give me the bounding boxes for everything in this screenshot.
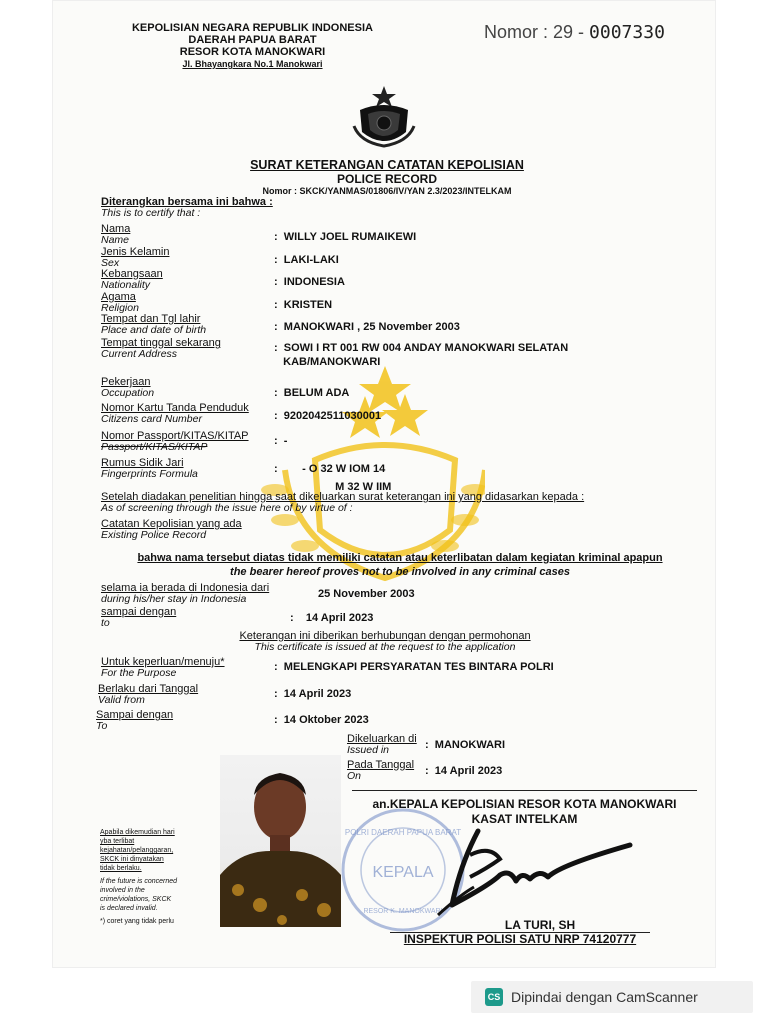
label-id: Tempat dan Tgl lahir [101,313,201,325]
label-en: Occupation [101,387,155,399]
address-value-line1: SOWI I RT 001 RW 004 ANDAY MANOKWARI SELATAN [283,342,569,354]
until-id: sampai dengan [101,606,177,618]
note-id-line: yba terlibat [100,838,135,845]
note-id-line: tidak berlaku. [100,865,142,872]
sex-value: LAKI-LAKI [283,254,339,266]
signatory-title-line1: an.KEPALA KEPOLISIAN RESOR KOTA MANOKWARI [372,797,677,811]
address-value-line2: KAB/MANOKWARI [283,356,381,368]
name-value: WILLY JOEL RUMAIKEWI [283,231,417,243]
field-nationality-value: : INDONESIA [274,276,345,288]
valid-from-label [98,684,198,706]
field-name-label [101,224,130,246]
signatory-name: LA TURI, SH [504,918,576,932]
statement-en: the bearer hereof proves not to be involved in any criminal cases [230,566,570,578]
field-nik-label [101,403,249,425]
label-id: Jenis Kelamin [101,246,170,258]
screening-id: Setelah diadakan penelitian hingga saat dikeluarkan surat keterangan ini yang didasarkan kepada : [101,491,585,503]
label-en: Nationality [101,279,151,291]
label-en: Citizens card Number [101,413,202,425]
label-id: Nomor Kartu Tanda Penduduk [101,402,249,414]
note-en-line: crime/violations, SKCK [100,896,172,903]
label-en: For the Purpose [101,667,177,679]
label-en: Fingerprints Formula [101,468,198,480]
label-id: Nama [101,223,131,235]
field-address-label [101,338,221,360]
issued-in-label [347,734,417,756]
label-id: Rumus Sidik Jari [101,457,184,469]
label-en: Passport/KITAS/KITAP [101,441,208,453]
field-occupation-label [101,377,154,399]
field-occupation-value: : BELUM ADA [274,387,350,399]
label-id: Berlaku dari Tanggal [98,683,199,695]
org-address: Jl. Bhayangkara No.1 Manokwari [182,59,323,69]
police-emblem-icon [350,86,418,150]
note-en-line: is declared invalid. [100,905,158,912]
label-id: Agama [101,291,136,303]
org-line-3: RESOR KOTA MANOKWARI [179,46,326,58]
issued-on-id: Pada Tanggal [347,759,415,771]
field-fingerprint-label [101,458,198,480]
existing-en: Existing Police Record [101,529,207,541]
org-line-1: KEPOLISIAN NEGARA REPUBLIK INDONESIA [131,22,373,34]
existing-id: Catatan Kepolisian yang ada [101,518,242,530]
screening-block [101,492,584,514]
label-en: Place and date of birth [101,324,207,336]
field-birth-label [101,314,206,336]
issued-place: MANOKWARI [434,739,506,751]
document-number [484,22,665,43]
existing-record-block [101,519,242,541]
occupation-value: BELUM ADA [283,387,350,399]
issued-in-id: Dikeluarkan di [347,733,417,745]
field-fingerprint-value: : - O 32 W IOM 14 M 32 W IIM [274,463,392,493]
holder-photo [220,755,341,927]
label-en: Current Address [101,348,178,360]
note-id-line: kejahatan/pelanggaran, [100,847,174,854]
stay-from-value: 25 November 2003 [318,588,415,600]
issued-on-label [347,760,414,782]
purpose-label [101,657,225,679]
signatory-title-line2: KASAT INTELKAM [471,812,578,826]
until-en: to [101,617,110,629]
label-id: Sampai dengan [96,709,174,721]
issued-divider [352,790,697,791]
statement-id: bahwa nama tersebut diatas tidak memiliki catatan atau keterlibatan dalam kegiatan kriminal apapun [137,552,663,564]
issued-on-en: On [347,770,362,782]
field-sex-label [101,247,169,269]
stay-until-value: : 14 April 2023 [290,612,374,624]
fingerprint-line1: - O 32 W IOM 14 [302,463,386,475]
label-id: Untuk keperluan/menuju* [101,656,225,668]
nationality-value: INDONESIA [283,276,345,288]
note-id-line: Apabila dikemudian hari [100,829,175,836]
nomor-label: Nomor : 29 - [484,22,585,42]
label-en: To [96,720,108,732]
birth-value: MANOKWARI , 25 November 2003 [283,321,460,333]
purpose-text: MELENGKAPI PERSYARATAN TES BINTARA POLRI [283,661,554,673]
purpose-value: : MELENGKAPI PERSYARATAN TES BINTARA POLRI [274,661,554,673]
title-block [200,158,574,196]
field-nik-value: : 9202042511030001 [274,410,382,422]
camscanner-logo-icon: CS [485,988,503,1006]
label-id: Nomor Passport/KITAS/KITAP [101,430,249,442]
document-title: SURAT KETERANGAN CATATAN KEPOLISIAN [250,158,524,172]
issued-on-value: : 14 April 2023 [425,765,503,777]
field-sex-value: : LAKI-LAKI [274,254,339,266]
valid-to-label [96,710,173,732]
fingerprint-line2: M 32 W IIM [335,481,392,493]
certify-en: This is to certify that : [101,207,201,219]
valid-from-value: : 14 April 2023 [274,688,352,700]
document-subtitle: POLICE RECORD [336,172,437,186]
issued-date: 14 April 2023 [434,765,503,777]
screening-en: As of screening through the issue here of by virtue of : [101,502,353,514]
request-id: Keterangan ini diberikan berhubungan dengan permohonan [239,630,531,642]
religion-value: KRISTEN [283,299,333,311]
certify-statement [101,197,273,219]
field-passport-value: : - [274,435,288,447]
stamp-text-mid: KEPALA [372,864,434,881]
field-birth-value: : MANOKWARI , 25 November 2003 [274,321,460,333]
valid-to-value: : 14 Oktober 2023 [274,714,369,726]
signature-icon [430,825,640,920]
record-number: Nomor : SKCK/YANMAS/01806/IV/YAN 2.3/2023/INTELKAM [262,186,512,196]
validity-side-note [100,828,177,926]
field-passport-label [101,431,249,453]
issuer-header [120,22,385,70]
label-id: Pekerjaan [101,376,151,388]
label-en: Religion [101,302,139,314]
clearance-statement [120,551,680,579]
field-nationality-label [101,269,163,291]
stay-en: during his/her stay in Indonesia [101,593,247,605]
note-en-line: involved in the [100,887,145,894]
stay-to-value: 14 April 2023 [305,612,374,624]
request-en: This certificate is issued at the request to the application [254,641,516,653]
note-footnote: *) coret yang tidak perlu [100,918,174,925]
org-line-2: DAERAH PAPUA BARAT [188,34,317,46]
label-id: Tempat tinggal sekarang [101,337,221,349]
valid-from-date: 14 April 2023 [283,688,352,700]
stamp-text-top: POLRI DAERAH PAPUA BARAT [344,828,462,837]
issued-in-en: Issued in [347,744,390,756]
person-portrait-icon [220,755,341,927]
label-en: Name [101,234,130,246]
label-en: Sex [101,257,120,269]
camscanner-badge [471,981,753,1013]
label-en: Valid from [98,694,145,706]
stay-until-label [101,607,176,629]
signatory-rank: INSPEKTUR POLISI SATU NRP 74120777 [390,932,650,946]
field-name-value: : WILLY JOEL RUMAIKEWI [274,231,417,243]
stamp-text-bottom: RESOR K. MANOKWARI [363,908,443,915]
valid-to-date: 14 Oktober 2023 [283,714,369,726]
certify-id: Diterangkan bersama ini bahwa : [101,196,273,208]
note-en-line: If the future is concerned [100,878,178,885]
stay-from-label [101,583,269,605]
passport-value: - [283,435,288,447]
field-religion-value: : KRISTEN [274,299,333,311]
request-statement [200,631,570,653]
note-id-line: SKCK ini dinyatakan [100,856,164,863]
label-id: Kebangsaan [101,268,163,280]
nik-value: 9202042511030001 [283,410,382,422]
field-address-value: : SOWI I RT 001 RW 004 ANDAY MANOKWARI SELATAN KAB/MANOKWARI [274,342,569,368]
signatory-identity [390,919,650,946]
issued-in-value: : MANOKWARI [425,739,506,751]
nomor-value: 0007330 [589,22,665,43]
field-religion-label [101,292,139,314]
camscanner-label: Dipindai dengan CamScanner [511,989,698,1005]
stay-id: selama ia berada di Indonesia dari [101,582,270,594]
